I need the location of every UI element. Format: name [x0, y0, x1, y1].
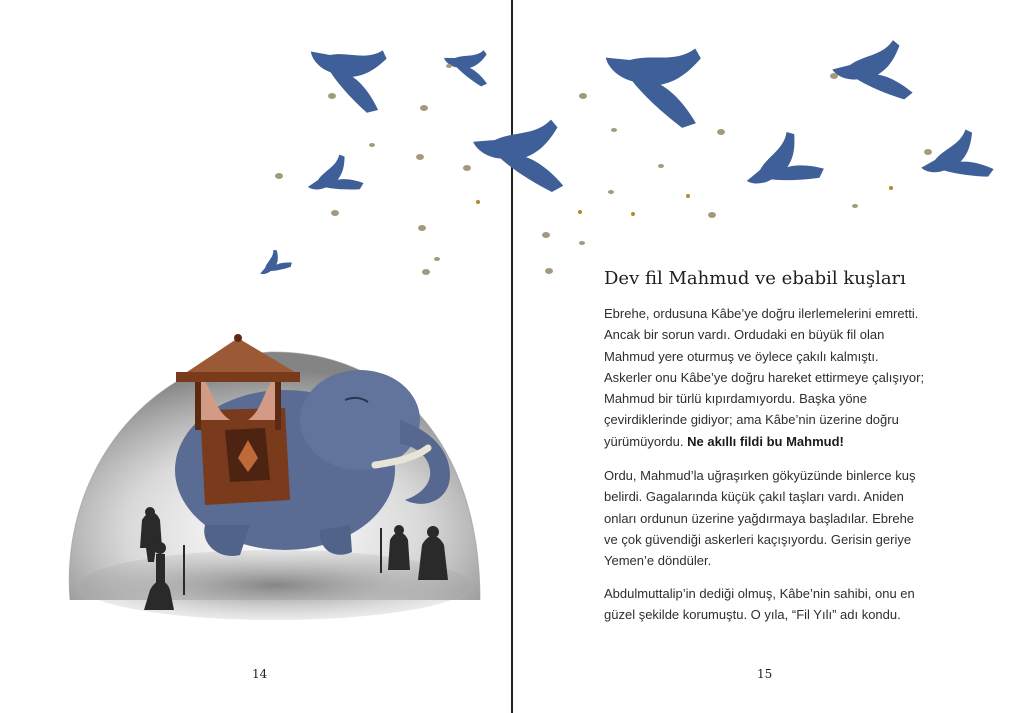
paragraph-1-text: Ebrehe, ordusuna Kâbe’ye doğru ilerlemelerini emretti. Ancak bir sorun vardı. Ordudaki en büyük fil olan Mahmud yere oturmuş ve öylece çakılı kalmıştı. Askerler onu Kâbe’ye doğru hareket ettirmeye çalışıyor; Mahmud bir türlü kıpırdamıyordu. Başka yöne çevirdiklerinde gidiyor; ama Kâbe’nin üzerine doğru yürümüyordu.	[604, 306, 925, 449]
story-paragraph-1	[604, 303, 929, 452]
book-gutter	[511, 0, 513, 713]
story-title: Dev fil Mahmud ve ebabil kuşları	[604, 268, 906, 289]
story-paragraph-2: Ordu, Mahmud’la uğraşırken gökyüzünde binlerce kuş belirdi. Gagalarında küçük çakıl taşları vardı. Aniden onları ordunun üzerine yağdırmaya başladılar. Ebrehe ve çok güvendiği askerleri kaçışıyordu. Gerisin geriye Yemen’e döndüler.	[604, 468, 916, 569]
page-number-right: 15	[757, 667, 773, 681]
paragraph-1-bold-text: Ne akıllı fildi bu Mahmud!	[687, 433, 844, 449]
page-number-left: 14	[252, 667, 268, 681]
left-page	[0, 0, 511, 713]
story-paragraph-3: Abdulmuttalip’in dediği olmuş, Kâbe’nin sahibi, onu en güzel şekilde korumuştu. O yıla, “Fil Yılı” adı kondu.	[604, 586, 915, 623]
